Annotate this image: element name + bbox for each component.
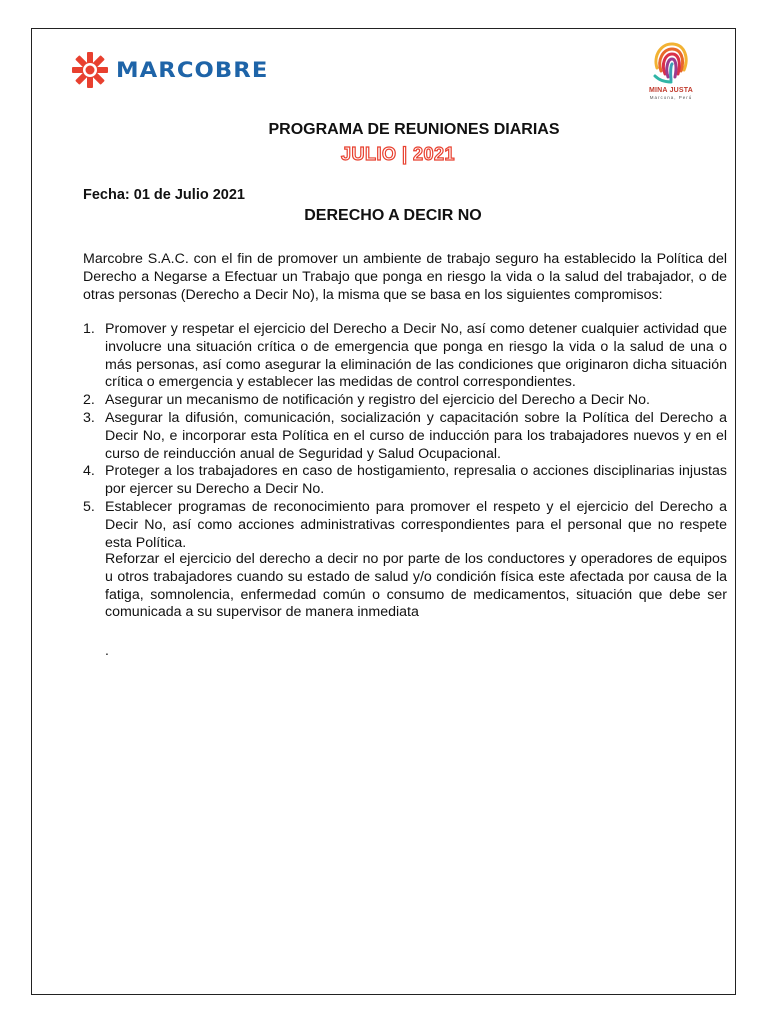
document-subtitle: JULIO | 2021 — [340, 144, 456, 164]
marcobre-emblem-icon — [70, 50, 110, 90]
trailing-mark: . — [105, 642, 109, 658]
additional-note: Reforzar el ejercicio del derecho a decir no por parte de los conductores y operadores de equipos u otros trabajadores cuando su estado de salud y/o condición física este afectada por causa de la fatiga, somnolencia, enfermedad común o consumo de medicamentos, situación que debe ser comunicada a su supervisor de manera inmediata — [105, 551, 727, 621]
list-item-number: 1. — [83, 321, 95, 337]
mina-justa-logo — [636, 38, 706, 100]
list-item — [83, 410, 727, 463]
list-item-text: Proteger a los trabajadores en caso de hostigamiento, represalia o acciones disciplinarias injustas por ejercer su Derecho a Decir No. — [105, 463, 727, 498]
mina-justa-location: Marcona, Perú — [649, 95, 693, 100]
list-item — [83, 499, 727, 552]
marcobre-wordmark: MARCOBRE — [116, 58, 269, 82]
list-item-text: Establecer programas de reconocimiento para promover el respeto y el ejercicio del Derecho a Decir No, así como acciones administrativas correspondientes para el personal que no respete esta Política. — [105, 498, 727, 551]
mina-justa-name: MINA JUSTA — [649, 87, 693, 94]
list-item-number: 2. — [83, 392, 95, 409]
list-item — [83, 392, 727, 410]
commitments-list — [83, 321, 727, 552]
list-item — [83, 321, 727, 392]
intro-paragraph: Marcobre S.A.C. con el fin de promover un ambiente de trabajo seguro ha establecido la Política del Derecho a Negarse a Efectuar un Trabajo que ponga en riesgo la vida o la salud del trabajador, o de otras personas (Derecho a Decir No), la misma que se basa en los siguientes compromisos: — [83, 251, 727, 303]
list-item-text: Asegurar la difusión, comunicación, socialización y capacitación sobre la Política del Derecho a Decir No, e incorporar esta Política en el curso de inducción para los trabajadores nuevos y en el curso de reinducción anual de Seguridad y Salud Ocupacional. — [105, 409, 727, 462]
document-title: PROGRAMA DE REUNIONES DIARIAS — [268, 121, 560, 138]
topic-heading: DERECHO A DECIR NO — [304, 207, 482, 224]
list-item-number: 5. — [83, 498, 95, 515]
list-item-text: Asegurar un mecanismo de notificación y registro del ejercicio del Derecho a Decir No. — [105, 392, 650, 409]
list-item-number: 3. — [83, 409, 95, 426]
marcobre-logo — [70, 48, 269, 92]
date-line: Fecha: 01 de Julio 2021 — [83, 187, 245, 203]
list-item — [83, 463, 727, 499]
list-item-text: Promover y respetar el ejercicio del Derecho a Decir No, así como detener cualquier actividad que involucre una situación crítica o de emergencia que ponga en riesgo la vida o la salud de una o más personas, así como asegurar la eliminación de las condiciones que originaron dicha situación crítica o emergencia y establecer las medidas de control correspondientes. — [105, 321, 727, 391]
fingerprint-icon — [649, 38, 693, 84]
list-item-number: 4. — [83, 463, 95, 480]
